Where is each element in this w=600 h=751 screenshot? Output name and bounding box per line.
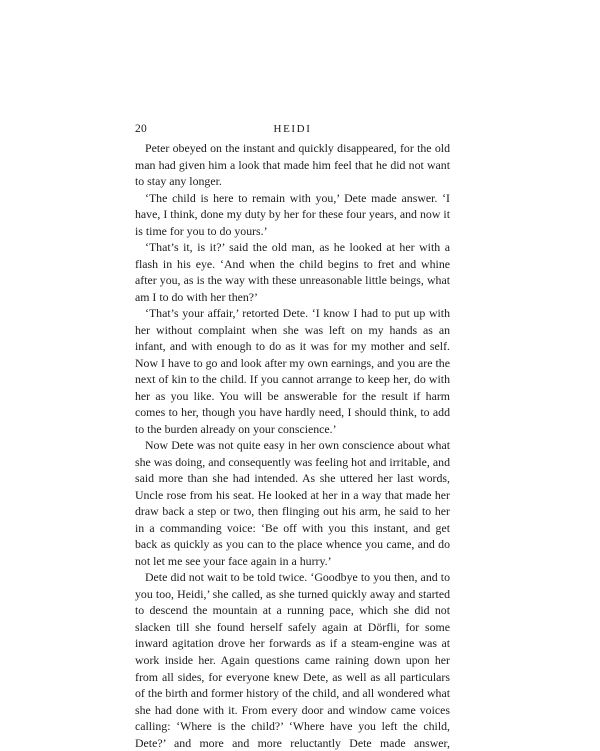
paragraph: ‘That’s it, is it?’ said the old man, as he looked at her with a flash in his eye. ‘And when the child begins to fret and whine after you, as is the way with these unreasonable little beings, what am I to do with her then?’ bbox=[135, 240, 450, 304]
paragraph: Now Dete was not quite easy in her own conscience about what she was doing, and consequently was feeling hot and irritable, and said more than she had intended. As she uttered her last words, Uncle rose from his seat. He looked at her in a way that made her draw back a step or two, then flinging out his arm, he said to her in a commanding voice: ‘Be off with you this instant, and get back as quickly as you can to the place whence you came, and do not let me see your face again in a hurry.’ bbox=[135, 438, 450, 568]
paragraph: Peter obeyed on the instant and quickly disappeared, for the old man had given him a look that made him feel that he did not want to stay any longer. bbox=[135, 141, 450, 189]
paragraph: ‘The child is here to remain with you,’ Dete made answer. ‘I have, I think, done my duty by her for these four years, and now it is time for you to do yours.’ bbox=[135, 190, 450, 238]
page-number: 20 bbox=[135, 123, 147, 135]
paragraph: Dete did not wait to be told twice. ‘Goodbye to you then, and to you too, Heidi,’ she called, as she turned quickly away and started to descend the mountain at a running pace, which she did not slacken till she found herself safely again at Dörfli, for some inward agitation drove her forwards as if a steam-engine was at work inside her. Again questions came raining down upon her from all sides, for everyone knew Dete, as well as all particulars of the birth and former history of the child, and all wondered what she had done with it. From every door and window came voices calling: ‘Where is the child?’ ‘Where have you left the child, Dete?’ and more and more reluctantly Dete made answer, bbox=[135, 570, 450, 750]
paragraph: ‘That’s your affair,’ retorted Dete. ‘I know I had to put up with her without complaint when she was left on my hands as an infant, and with enough to do as it was for my mother and self. Now I have to go and look after my own earnings, and you are the next of kin to the child. If you cannot arrange to keep her, do with her as you like. You will be answerable for the result if harm comes to her, though you have hardly need, I should think, to add to the burden already on your conscience.’ bbox=[135, 306, 450, 436]
running-head bbox=[135, 123, 450, 139]
book-title: HEIDI bbox=[273, 123, 312, 135]
body-text bbox=[135, 140, 450, 751]
